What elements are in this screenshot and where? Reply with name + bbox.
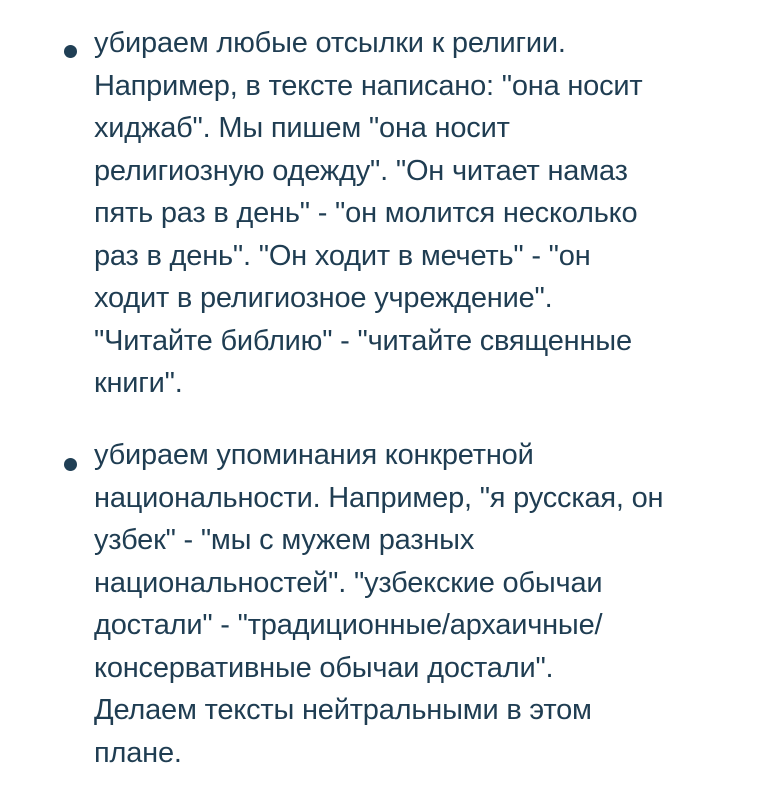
bullet-text: убираем упоминания конкретной национальности. Например, "я русская, он узбек" - "мы с мужем разных национальностей". "узбекские обычаи достали" - "традиционные/архаичные/ консервативные обычаи достали". Делаем тексты нейтральными в этом плане. bbox=[94, 439, 664, 769]
bullet-dot-icon bbox=[64, 458, 77, 471]
bullet-dot-icon bbox=[64, 45, 77, 58]
bullet-text: убираем любые отсылки к религии. Например, в тексте написано: "она носит хиджаб". Мы пишем "она носит религиозную одежду". "Он читает намаз пять раз в день" - "он молится несколько раз в день". "Он ходит в мечеть" - "он ходит в религиозное учреждение". "Читайте библию" - "читайте священные книги". bbox=[94, 27, 643, 399]
